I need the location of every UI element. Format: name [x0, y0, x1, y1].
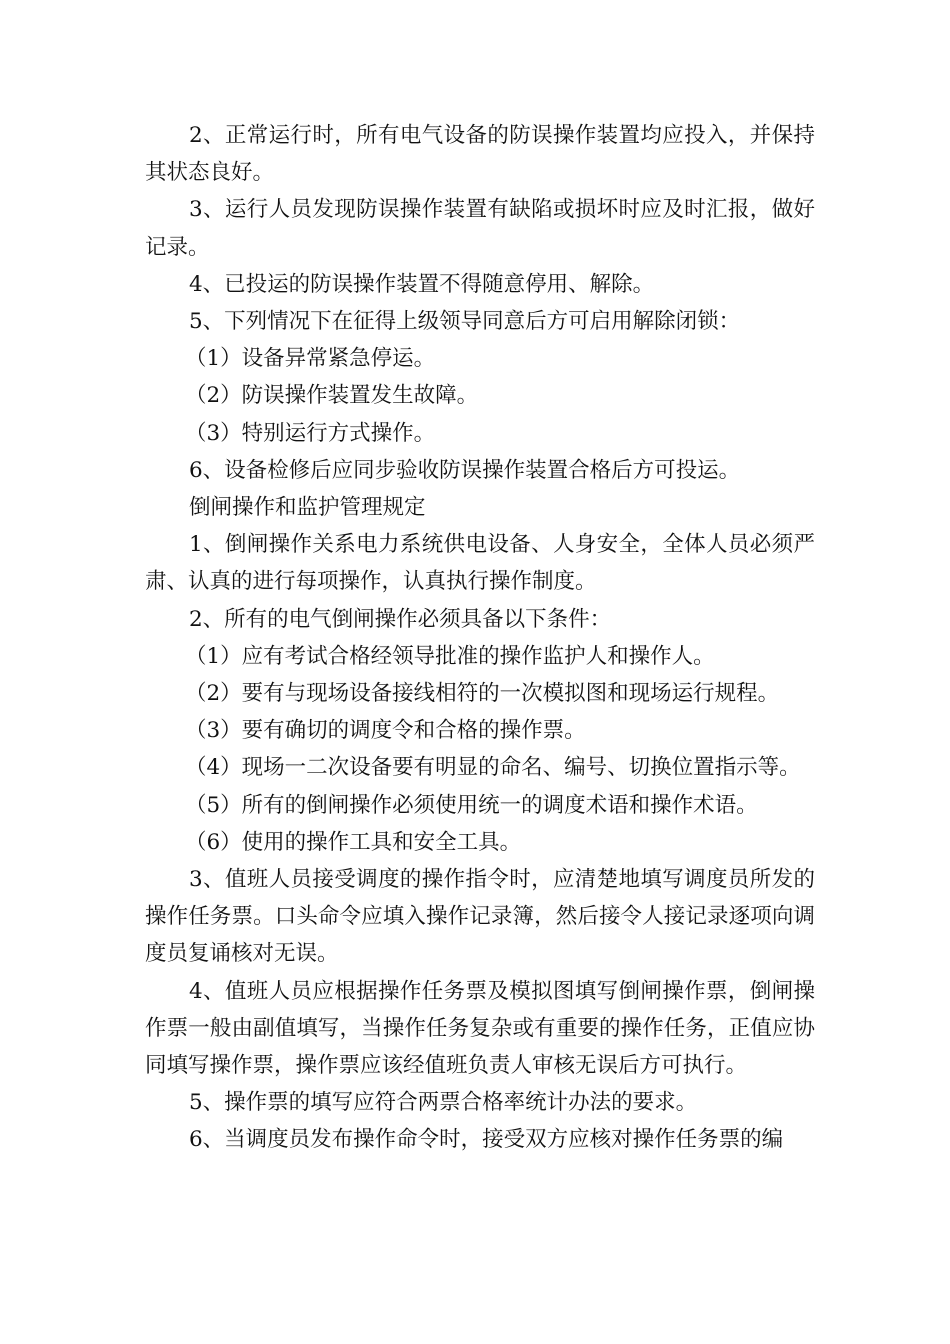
paragraph: 2、正常运行时，所有电气设备的防误操作装置均应投入，并保持其状态良好。	[145, 123, 815, 186]
paragraph: 2、所有的电气倒闸操作必须具备以下条件：	[189, 606, 612, 632]
list-item: （1）应有考试合格经领导批准的操作监护人和操作人。	[185, 643, 715, 669]
list-item: （2）防误操作装置发生故障。	[185, 383, 479, 409]
paragraph: 3、值班人员接受调度的操作指令时，应清楚地填写调度员所发的操作任务票。口头命令应填入操作记录簿，然后接令人接记录逐项向调度员复诵核对无误。	[145, 867, 815, 967]
paragraph: 6、设备检修后应同步验收防误操作装置合格后方可投运。	[189, 457, 741, 483]
list-item: （1）设备异常紧急停运。	[185, 346, 436, 372]
section-heading: 倒闸操作和监护管理规定	[189, 495, 426, 521]
paragraph: 4、值班人员应根据操作任务票及模拟图填写倒闸操作票，倒闸操作票一般由副值填写，当操作任务复杂或有重要的操作任务，正值应协同填写操作票，操作票应该经值班负责人审核无误后方可执行。	[145, 978, 815, 1079]
list-item: （3）要有确切的调度令和合格的操作票。	[185, 718, 586, 744]
paragraph: 1、倒闸操作关系电力系统供电设备、人身安全，全体人员必须严肃、认真的进行每项操作，认真执行操作制度。	[145, 532, 815, 595]
paragraph: 3、运行人员发现防误操作装置有缺陷或损坏时应及时汇报，做好记录。	[145, 197, 815, 260]
paragraph: 6、当调度员发布操作命令时，接受双方应核对操作任务票的编	[189, 1127, 784, 1153]
list-item: （3）特别运行方式操作。	[185, 420, 436, 446]
paragraph: 4、已投运的防误操作装置不得随意停用、解除。	[189, 271, 655, 297]
list-item: （4）现场一二次设备要有明显的命名、编号、切换位置指示等。	[185, 755, 801, 781]
list-item: （6）使用的操作工具和安全工具。	[185, 829, 522, 855]
document-body	[145, 117, 815, 1159]
paragraph: 5、操作票的填写应符合两票合格率统计办法的要求。	[189, 1090, 698, 1116]
list-item: （5）所有的倒闸操作必须使用统一的调度术语和操作术语。	[185, 792, 758, 818]
paragraph: 5、下列情况下在征得上级领导同意后方可启用解除闭锁：	[189, 309, 741, 335]
list-item: （2）要有与现场设备接线相符的一次模拟图和现场运行规程。	[185, 681, 780, 707]
